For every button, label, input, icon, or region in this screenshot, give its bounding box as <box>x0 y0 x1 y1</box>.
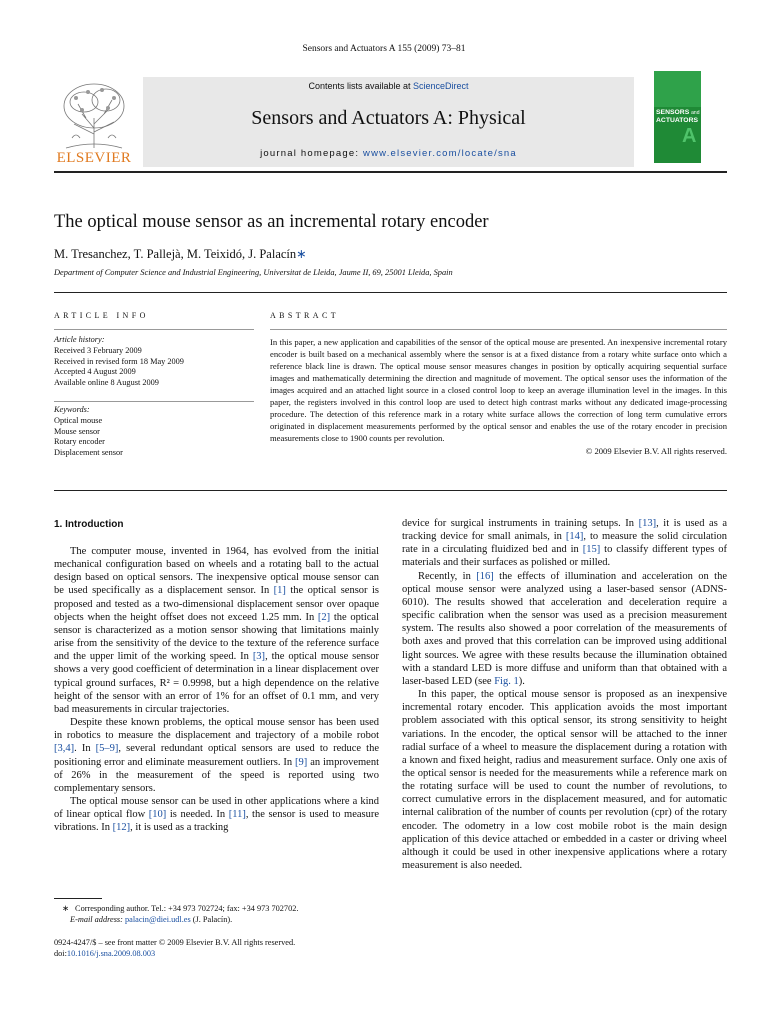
corresponding-author-mark[interactable]: ∗ <box>296 247 307 261</box>
doi-line: doi:10.1016/j.sna.2009.08.003 <box>54 949 156 958</box>
left-column <box>54 545 379 834</box>
author-list: M. Tresanchez, T. Pallejà, M. Teixidó, J. Palacín∗ <box>54 247 307 261</box>
text-run: Despite these known problems, the optical mouse sensor has been used in robotics to measure the displacement and trajectory of a mobile robot <box>54 717 379 742</box>
affiliation: Department of Computer Science and Industrial Engineering, Universitat de Lleida, Jaume II, 69, 25001 Lleida, Spain <box>54 268 453 277</box>
text-run: Recently, in <box>418 570 477 582</box>
text-run: ). <box>518 675 525 687</box>
email-link[interactable]: palacin@diei.udl.es <box>125 915 191 924</box>
keyword: Displacement sensor <box>54 448 123 458</box>
history-item: Available online 8 August 2009 <box>54 378 159 388</box>
text-run: the effects of illumination and acceleration on the optical mouse sensor were analyzed using a laser-based sensor (ADNS-6010). The results showed that acceleration and deceleration require a specific calibration when the sensor was used as a precision measurement system. The results also showed a poor correlation of the measurements of both axes and proved that this correlation can be improved using additional light sources. We agree with these results because the illumination obtained with a standard LED is more diffuse and uniform than that obtained with a laser-based LED (see <box>402 570 727 687</box>
keyword: Mouse sensor <box>54 426 100 436</box>
text-run: , it is used as a tracking <box>130 822 229 834</box>
paragraph <box>54 795 379 834</box>
paragraph <box>402 688 727 872</box>
keywords-rule <box>54 401 254 402</box>
footnote-rule <box>54 898 102 899</box>
journal-banner <box>143 77 634 167</box>
text-run: The computer mouse, invented in 1964, has evolved from the initial mechanical configuration based on wheels and a rotating ball to the actual design based on optical sensors. The inexpensive optical mouse sensor can be used specifically as a displacement sensor. In <box>54 546 379 597</box>
abstract-rule <box>270 329 727 330</box>
homepage-link[interactable]: www.elsevier.com/locate/sna <box>363 148 517 159</box>
publication-info <box>54 937 414 959</box>
reference-link[interactable]: [10] <box>148 809 167 821</box>
keyword: Rotary encoder <box>54 437 105 447</box>
abstract-heading: ABSTRACT <box>270 311 339 320</box>
cover-title: SENSORS and ACTUATORS <box>656 109 700 124</box>
text-run: . In <box>74 743 96 755</box>
keyword: Optical mouse <box>54 415 103 425</box>
reference-link[interactable]: [9] <box>295 756 308 768</box>
text-run: , the optical mouse sensor shows a very good coefficient of determination in a linear displacement over typical ground surfaces, R² = 0.9998, but a high dependence on the relative height of the sensor with an error of 1% for an offset of 0.1 mm, and very bad measurements in circular trajectories. <box>54 651 379 715</box>
text-run: , it is used as a tracking device for small animals, in <box>402 518 727 543</box>
reference-link[interactable]: [5–9] <box>95 743 119 755</box>
article-info-rule <box>54 329 254 330</box>
cover-letter: A <box>682 125 697 147</box>
journal-citation: Sensors and Actuators A 155 (2009) 73–81 <box>302 44 466 54</box>
paragraph <box>402 570 727 688</box>
text-run: The optical mouse sensor can be used in other applications where a kind of linear optical flow <box>54 795 379 821</box>
journal-cover <box>654 71 701 163</box>
text-run: , to measure the solid circulation rate in a circulating fluidized bed and in <box>402 531 728 556</box>
text-run: the optical sensor is proposed and tested as a two-dimensional displacement sensor over opaque objects when the height offset does not exceed 1.25 mm. In <box>54 585 379 623</box>
cover-graphic <box>654 71 701 107</box>
issn-line: 0924-4247/$ – see front matter © 2009 Elsevier B.V. All rights reserved. <box>54 938 296 947</box>
text-run: device for surgical instruments in training setups. In <box>402 518 639 529</box>
header-rule <box>54 171 727 173</box>
reference-link[interactable]: [12] <box>112 822 131 834</box>
text-run: the optical sensor is characterized as a motion sensor showing that limitations mainly arise from the sensitivity of the device to the texture of the reference surface and the upper limit of the working speed. In <box>54 611 379 663</box>
text-run: is needed. In <box>166 809 229 821</box>
reference-link[interactable]: [3,4] <box>54 743 75 755</box>
reference-link[interactable]: [11] <box>228 809 246 821</box>
article-title: The optical mouse sensor as an incremental rotary encoder <box>54 212 489 232</box>
section-heading-introduction: 1. Introduction <box>54 519 124 530</box>
abstract-bottom-rule <box>54 490 727 491</box>
history-item: Accepted 4 August 2009 <box>54 367 136 377</box>
paragraph <box>54 716 379 795</box>
paragraph <box>54 545 379 716</box>
reference-link[interactable]: [16] <box>476 570 494 582</box>
text-run: an improvement of 26% in the measurement of the speed is reported using two complementary sensors. <box>54 756 379 794</box>
article-info-heading: ARTICLE INFO <box>54 311 149 320</box>
contents-line: Contents lists available at ScienceDirect <box>308 81 469 91</box>
article-history: Article history: Received 3 February 2009 Received in revised form 18 May 2009 Accepted 4 August 2009 Available online 8 August 2009 <box>54 335 254 389</box>
title-rule <box>54 292 727 293</box>
reference-link[interactable]: [3] <box>252 651 266 663</box>
reference-link[interactable]: Fig. 1 <box>494 675 519 687</box>
publisher-name: ELSEVIER <box>56 150 132 166</box>
corresponding-author: Corresponding author. Tel.: +34 973 702724; fax: +34 973 702702. <box>75 904 299 913</box>
text-run: In this paper, the optical mouse sensor is proposed as an inexpensive incremental rotary encoder. This application avoids the most important problem associated with this optical sensor, its strong sensitivity to height variations. In the encoder, the optical sensor will be attached to the inner radial surface of a wheel to measure the displacement during a rotation with a known and fixed height, radius and measurement surface. Only one axis of the optical sensor is needed for the measurements while a reference mark on the rotating surface will be used to count the number of revolutions, to correct cumulative errors in the displacement measured, and for automatic internal calibration of the number of counts per revolution (cpr) of the rotary encoder. The odometry in a low cost mobile robot is the main design application of this device attached or embedded in a caster or driving wheel although it could be used in other inexpensive applications where a rotary measurement is also needed. <box>402 689 727 872</box>
reference-link[interactable]: [15] <box>582 544 601 556</box>
reference-link[interactable]: [1] <box>273 585 286 597</box>
abstract-text: In this paper, a new application and capabilities of the sensor of the optical mouse are presented. An inexpensive incremental rotary encoder is built based on a mechanical assembly where the sensor is at a fixed distance from a rotary white surface onto which a reference black line is drawn. The optical mouse sensor measures changes in position by optically acquiring sequential surface images and mathematically determining the direction and magnitude of movement. The optical sensor uses the information of the images acquired and an attached light source in a closed control loop to keep an average illumination level in the images. In this paper, the registers involved in this control loop are used to detect high contrast marks without any dedicated image-processing procedure. The detection of this reference mark in a rotary white surface allows the correction of long term cumulative errors originated in displacement measurements performed by the optical sensor and enables the use of the rotary encoder in precision measurements close to 1900 counts per revolution. © 2009 Elsevier B.V. All rights reserved. <box>270 337 727 456</box>
doi-link[interactable]: 10.1016/j.sna.2009.08.003 <box>66 949 156 958</box>
right-column <box>402 517 727 872</box>
copyright: © 2009 Elsevier B.V. All rights reserved. <box>585 446 727 456</box>
journal-title: Sensors and Actuators A: Physical <box>251 107 526 129</box>
reference-link[interactable]: [14] <box>565 531 584 543</box>
history-item: Received in revised form 18 May 2009 <box>54 356 184 366</box>
paragraph <box>402 517 727 570</box>
text-run: , several redundant optical sensors are used to reduce the positioning error and eliminate measurement outliers. In <box>54 743 379 768</box>
elsevier-logo <box>54 78 134 168</box>
text-run: to classify different types of materials and their surfaces as polished or milled. <box>402 544 727 569</box>
text-run: , the sensor is used to measure vibrations. In <box>54 809 380 834</box>
reference-link[interactable]: [2] <box>317 611 331 623</box>
history-item: Received 3 February 2009 <box>54 345 142 355</box>
sciencedirect-link[interactable]: ScienceDirect <box>413 81 469 91</box>
journal-homepage: journal homepage: www.elsevier.com/locate/sna <box>260 148 517 159</box>
footnote: ∗ Corresponding author. Tel.: +34 973 702724; fax: +34 973 702702. E-mail address: palacin@diei.udl.es (J. Palacín). <box>62 904 299 924</box>
reference-link[interactable]: [13] <box>638 518 657 529</box>
keywords: Keywords: Optical mouse Mouse sensor Rotary encoder Displacement sensor <box>54 405 254 459</box>
